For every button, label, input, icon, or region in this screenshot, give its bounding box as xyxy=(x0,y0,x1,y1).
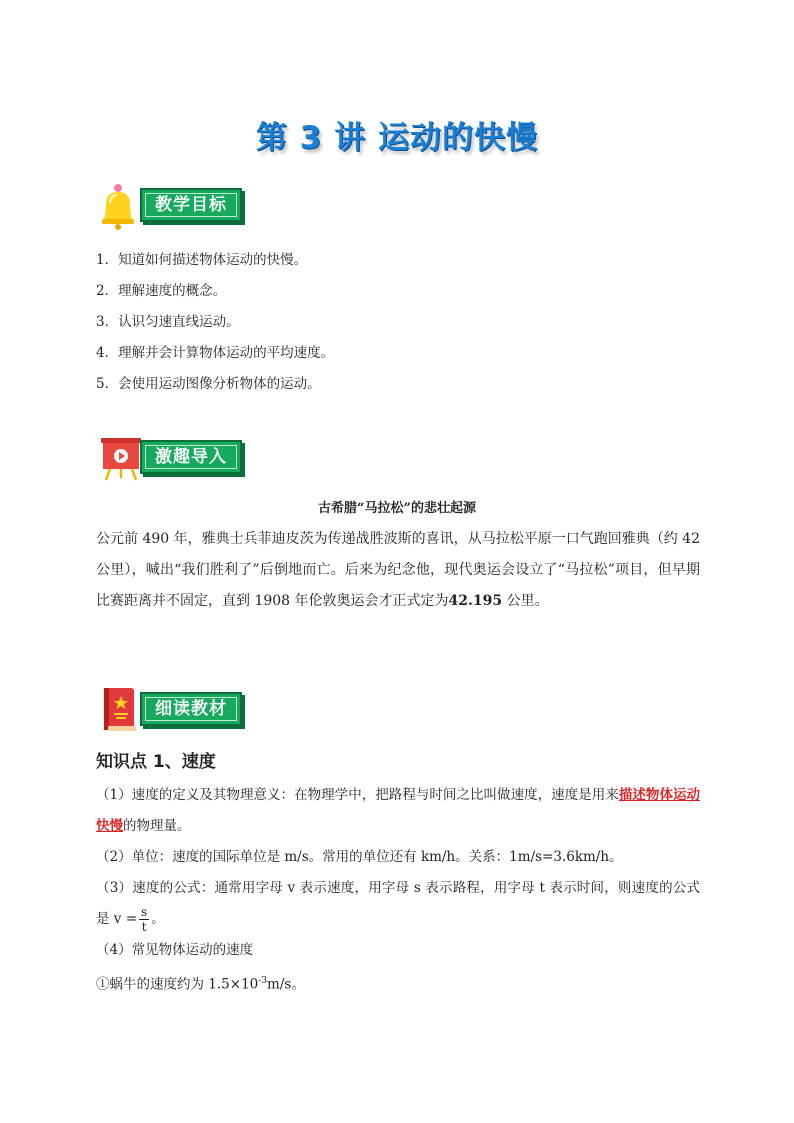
story-text xyxy=(96,524,700,617)
speed-formula-fraction: $\frac{s}{t}$ xyxy=(141,905,148,934)
section-label-box xyxy=(140,188,242,222)
goal-item: 2．理解速度的概念。 xyxy=(96,283,227,299)
book-icon xyxy=(96,686,144,734)
section-label: 细读教材 xyxy=(155,699,227,719)
bell-icon xyxy=(96,182,144,230)
knowledge-paragraph-formula: （3）速度的公式：通常用字母 v 表示速度，用字母 s 表示路程，用字母 t 表示时间，则速度的公式是 v = $\frac{s}{t}$ 。 xyxy=(96,880,700,934)
page-title: 第 3 讲 运动的快慢 xyxy=(256,120,538,156)
section-label-box xyxy=(140,440,242,474)
marathon-distance: 42.195 xyxy=(448,593,503,609)
knowledge-paragraph-definition: （1）速度的定义及其物理意义：在物理学中，把路程与时间之比叫做速度，速度是用来描述物体运动快慢的物理量。 xyxy=(96,787,701,834)
knowledge-paragraph-unit: （2）单位：速度的国际单位是 m/s。常用的单位还有 km/h。关系：1m/s=3.6km/h。 xyxy=(96,849,623,865)
goal-item: 1．知道如何描述物体运动的快慢。 xyxy=(96,252,308,268)
goal-list xyxy=(96,245,716,400)
story-title: 古希腊“马拉松”的悲壮起源 xyxy=(318,501,476,516)
presentation-board-icon xyxy=(96,434,144,482)
section-label: 激趣导入 xyxy=(155,447,227,467)
story-text-part: 公里。 xyxy=(502,593,549,609)
section-header-goals xyxy=(96,182,256,230)
knowledge-paragraph-common-speeds: （4）常见物体运动的速度 xyxy=(96,942,254,958)
story-text-part: 公元前 490 年，雅典士兵菲迪皮茨为传递战胜波斯的喜讯，从马拉松平原一口气跑回雅典（约 42 公里），喊出“我们胜利了”后倒地而亡。后来为纪念他，现代奥运会设立了“马拉松”项目，但早期比赛距离并不固定，直到 1908 年伦敦奥运会才正式定为 xyxy=(96,531,700,609)
highlight-text: 描述物体运动快慢 xyxy=(96,787,701,834)
section-label: 教学目标 xyxy=(155,195,227,215)
knowledge-paragraph-snail-speed: ①蜗牛的速度约为 $1.5\times 10^{-3}m/s$。 xyxy=(96,976,305,993)
knowledge-point-title: 知识点 1、速度 xyxy=(96,752,216,772)
section-label-box xyxy=(140,692,242,726)
goal-item: 4．理解并会计算物体运动的平均速度。 xyxy=(96,345,335,361)
goal-item: 5．会使用运动图像分析物体的运动。 xyxy=(96,376,321,392)
section-header-intro xyxy=(96,434,256,482)
goal-item: 3．认识匀速直线运动。 xyxy=(96,314,240,330)
section-header-reading xyxy=(96,686,256,734)
knowledge-body xyxy=(96,780,700,1001)
